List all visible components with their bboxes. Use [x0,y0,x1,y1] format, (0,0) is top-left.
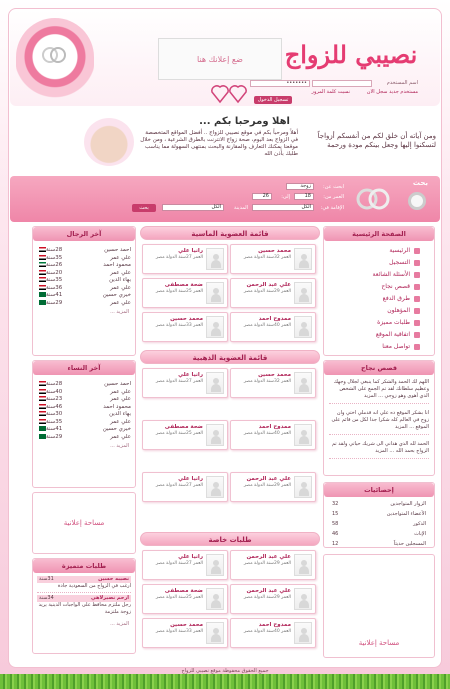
member-name: محمد حسين [258,372,291,378]
member-card[interactable] [142,550,228,580]
looking-select[interactable]: زوجة [286,183,314,190]
header-ad-box[interactable]: ضع إعلانك هنا [158,38,282,80]
site-logo[interactable]: نصيبي للزواج [284,40,418,69]
stats-title: إحصائيات [324,483,434,497]
flag-icon [39,277,46,282]
stat-row: الذكور 58 [332,521,426,527]
stats-box [323,482,435,548]
latest-men-title: آخر الرجال [33,227,135,241]
featured-item[interactable]: نصيبه حسين 31سنة ارغب في الزواج من السعودية جادة [37,576,131,593]
diamond-list [140,226,320,240]
member-photo [294,372,312,394]
person-icon [299,322,309,336]
member-info: العمر 29سنة الدولة مصر [243,289,291,294]
member-name: علي عبد الرحمن [246,588,291,594]
member-card[interactable] [142,278,228,308]
to-label: إلى: [281,194,290,200]
list-item[interactable]: علي عمر 20سنة [33,270,135,278]
member-card[interactable] [230,472,316,502]
person-icon [211,378,221,392]
member-info: العمر 25سنة الدولة مصر [155,431,203,436]
member-info: العمر 27سنة الدولة مصر [155,483,203,488]
search-title: بحث [412,179,428,187]
member-photo [206,424,224,446]
member-info: العمر 27سنة الدولة مصر [155,561,203,566]
person-icon [299,594,309,608]
person-icon [211,628,221,642]
member-name: علي عبد الرحمن [246,554,291,560]
person-icon [211,560,221,574]
flag-icon [39,270,46,275]
welcome-section [130,106,440,176]
quran-verse: ومن آياته أن خلق لكم من أنفسكم أزواجاً لتسكنوا إليها وجعل بينكم مودة ورحمة [317,132,436,149]
login-button[interactable]: تسجيل الدخول [254,96,292,104]
list-item[interactable]: احمد حسين 28سنة [33,247,135,255]
member-photo [206,282,224,304]
person-icon [299,254,309,268]
rings-icon [354,184,392,212]
menu-title: الصفحة الرئيسية [324,227,434,241]
member-info: العمر 40سنة الدولة مصر [243,431,291,436]
person-icon [211,288,221,302]
list-item[interactable]: علي عمر 36سنة [33,285,135,293]
member-name: رانيا علي [178,372,203,378]
member-photo [294,588,312,610]
person-icon [299,560,309,574]
member-card[interactable] [142,584,228,614]
flag-icon [39,426,46,431]
member-card[interactable] [142,312,228,342]
flag-icon [39,404,46,409]
story-item[interactable]: اللهم لك الحمد والشكر كما ينبغي لجلال وجهك وعظيم سلطانك لقد تم الجمع على الشخص الذي أهوى وهو زوجي ... المزيد [329,379,429,404]
member-photo [294,424,312,446]
country-label: الإقامة في: [320,205,344,211]
member-photo [206,316,224,338]
list-item[interactable]: محمود احمد 46سنة [33,404,135,412]
member-info: العمر 27سنة الدولة مصر [155,255,203,260]
member-info: العمر 25سنة الدولة مصر [155,289,203,294]
footer-copyright: جميع الحقوق محفوظة موقع نصيبي للزواج [181,668,269,674]
flag-icon [39,247,46,252]
member-name: علي عبد الرحمن [246,476,291,482]
more-link[interactable]: المزيد ... [110,443,129,449]
search-button[interactable]: بحث [132,204,156,212]
success-stories [323,360,435,476]
member-name: ضحة مصطفى [164,588,203,594]
list-item[interactable]: بهاء الدين 30سنة [33,411,135,419]
age-label: العمر من: [323,194,344,200]
member-name: ضحة مصطفى [164,424,203,430]
member-photo [206,554,224,576]
list-item[interactable]: محمود احمد 26سنة [33,262,135,270]
country-select[interactable]: الكل [252,204,314,211]
forgot-password-link[interactable]: نسيت كلمة المرور [311,89,350,95]
member-card[interactable] [142,420,228,450]
menu-item-special[interactable]: طلبات مميزة [328,317,420,329]
member-info: العمر 33سنة الدولة مصر [155,323,203,328]
left-ad-space[interactable]: مساحة إعلانية [32,492,136,554]
latest-women-title: آخر النساء [33,361,135,375]
story-item[interactable]: انا بشكر الموقع ده علي انه قدملي اختي وان زوج في العالم كله شكرا جدا لكل من قائم على الموقع ... المزيد [329,410,429,435]
login-panel [200,80,420,104]
special-list-title: طلبات خاصة [140,532,320,546]
member-name: ممدوح احمد [258,424,291,430]
grass-decoration [0,674,450,689]
member-name: ضحة مصطفى [164,282,203,288]
member-info: العمر 29سنة الدولة مصر [243,561,291,566]
flag-icon [39,285,46,290]
member-info: العمر 32سنة الدولة مصر [243,379,291,384]
list-item[interactable]: علي عمر 35سنة [33,255,135,263]
list-item[interactable]: احمد حسين 28سنة [33,381,135,389]
featured-requests [32,558,136,654]
flag-icon [39,389,46,394]
member-photo [294,282,312,304]
stat-row: المسجلين حديثاً 12 [332,541,426,547]
member-photo [206,588,224,610]
list-item[interactable]: علي عمر 29سنة [33,300,135,308]
member-name: رانيا علي [178,248,203,254]
member-card[interactable] [142,244,228,274]
password-input[interactable]: ••••••• [250,80,310,87]
member-card[interactable] [230,550,316,580]
member-photo [294,248,312,270]
featured-item[interactable]: ارحم نصيرلاهي 34سنة رجل ملتزم محافظ على الواجبات الدينية يريد زوجة ملتزمة [38,595,131,615]
menu-item-stories[interactable]: قصص نجاح [328,281,420,293]
menu-item-payment[interactable]: طرق الدفع [328,293,420,305]
member-name: ممدوح احمد [258,316,291,322]
member-photo [206,248,224,270]
username-input[interactable] [312,80,372,87]
age-to-select[interactable]: 26 [252,193,272,200]
member-card[interactable] [142,618,228,648]
member-info: العمر 40سنة الدولة مصر [243,629,291,634]
member-card[interactable] [230,312,316,342]
register-link[interactable]: مستخدم جديد سجل الان [366,89,418,95]
latest-men-box [32,226,136,356]
looking-label: ابحث عن: [323,184,344,190]
member-name: محمد حسين [170,622,203,628]
flag-icon [39,300,46,305]
member-info: العمر 29سنة الدولة مصر [243,595,291,600]
latest-women-box [32,360,136,488]
member-card[interactable] [230,584,316,614]
right-ad-space[interactable]: مساحة إعلانية [323,554,435,658]
city-select[interactable]: الكل [162,204,224,211]
person-icon [299,378,309,392]
person-icon [211,594,221,608]
member-photo [294,476,312,498]
more-link[interactable]: المزيد ... [110,309,129,315]
list-item[interactable]: خيري حسين 41سنة [33,426,135,434]
member-name: رانيا علي [178,476,203,482]
member-name: محمد حسين [258,248,291,254]
magnifier-icon [408,192,426,210]
menu-list [324,241,434,355]
stat-row: الأعضاء المتواجدين 15 [332,511,426,517]
person-icon [211,430,221,444]
featured-title: طلبات متميزة [33,559,135,573]
city-label: المدينة [233,205,248,211]
couple-hands-image [84,118,134,166]
flag-icon [39,381,46,386]
member-info: العمر 27سنة الدولة مصر [155,379,203,384]
person-icon [299,628,309,642]
person-icon [211,482,221,496]
flag-icon [39,411,46,416]
person-icon [299,288,309,302]
menu-item-qualified[interactable]: المؤهلون [328,305,420,317]
member-card[interactable] [230,368,316,398]
member-card[interactable] [142,472,228,502]
member-photo [206,372,224,394]
member-info: العمر 29سنة الدولة مصر [243,483,291,488]
member-info: العمر 32سنة الدولة مصر [243,255,291,260]
member-photo [294,622,312,644]
list-item[interactable]: علي عمر 29سنة [33,434,135,442]
menu-item-faq[interactable]: الأسئلة الشائعة [328,269,420,281]
welcome-title: اهلا ومرحبا بكم ... [199,116,290,127]
member-card[interactable] [230,244,316,274]
menu-item-register[interactable]: التسجيل [328,257,420,269]
menu-item-terms[interactable]: اتفاقية الموقع [328,329,420,341]
member-name: ممدوح احمد [258,622,291,628]
member-photo [206,476,224,498]
list-item[interactable]: علي عمر 35سنة [33,419,135,427]
gold-title: قائمة العضوية الذهبية [140,350,320,364]
member-info: العمر 25سنة الدولة مصر [155,595,203,600]
rings-icon [40,44,68,64]
person-icon [211,322,221,336]
member-name: رانيا علي [178,554,203,560]
flag-icon [39,396,46,401]
flag-icon [39,262,46,267]
member-name: محمد حسين [170,316,203,322]
flag-icon [39,255,46,260]
list-item[interactable]: خيري حسين 41سنة [33,292,135,300]
diamond-title: قائمة العضوية الماسية [140,226,320,240]
member-photo [294,316,312,338]
member-card[interactable] [230,420,316,450]
more-link[interactable]: المزيد ... [110,621,129,627]
flag-icon [39,419,46,424]
person-icon [211,254,221,268]
age-from-select[interactable]: 18 [294,193,314,200]
list-item[interactable]: علي عمر 23سنة [33,396,135,404]
flag-icon [39,292,46,297]
stat-row: الزوار المتواجدين 32 [332,501,426,507]
menu-item-home[interactable]: الرئيسية [328,245,420,257]
member-photo [206,622,224,644]
member-card[interactable] [230,618,316,648]
member-name: علي عبد الرحمن [246,282,291,288]
main-menu [323,226,435,356]
story-item[interactable]: الحمد لله الذي هداني الى شريك حياتي ولقد تم الزواج بحمد الله ... المزيد [329,441,429,459]
list-item[interactable]: علي عمر 40سنة [33,389,135,397]
gold-list [140,350,320,364]
member-photo [294,554,312,576]
search-bar [10,176,440,222]
person-icon [299,482,309,496]
member-card[interactable] [142,368,228,398]
member-card[interactable] [230,278,316,308]
flag-icon [39,434,46,439]
stat-row: الإناث 46 [332,531,426,537]
stories-title: قصص نجاح [324,361,434,375]
menu-item-contact[interactable]: تواصل معنا [328,341,420,353]
welcome-text: أهلاً ومرحباً بكم في موقع نصيبي للزواج .. أفضل المواقع المتخصصة في الزواج بعد اليوم، صحة زواج الانترنت بالطرق الشرعية ، ومن خلال موقعنا يمكنك التعارف والمقارنة والبحث بمنتهى السهولة مما يناسب طلبك بأذن الله [140,130,298,157]
member-info: العمر 40سنة الدولة مصر [243,323,291,328]
person-icon [299,430,309,444]
special-list [140,532,320,546]
list-item[interactable]: بهاء الدين 35سنة [33,277,135,285]
username-label: اسم المستخدم [386,80,418,86]
member-info: العمر 33سنة الدولة مصر [155,629,203,634]
